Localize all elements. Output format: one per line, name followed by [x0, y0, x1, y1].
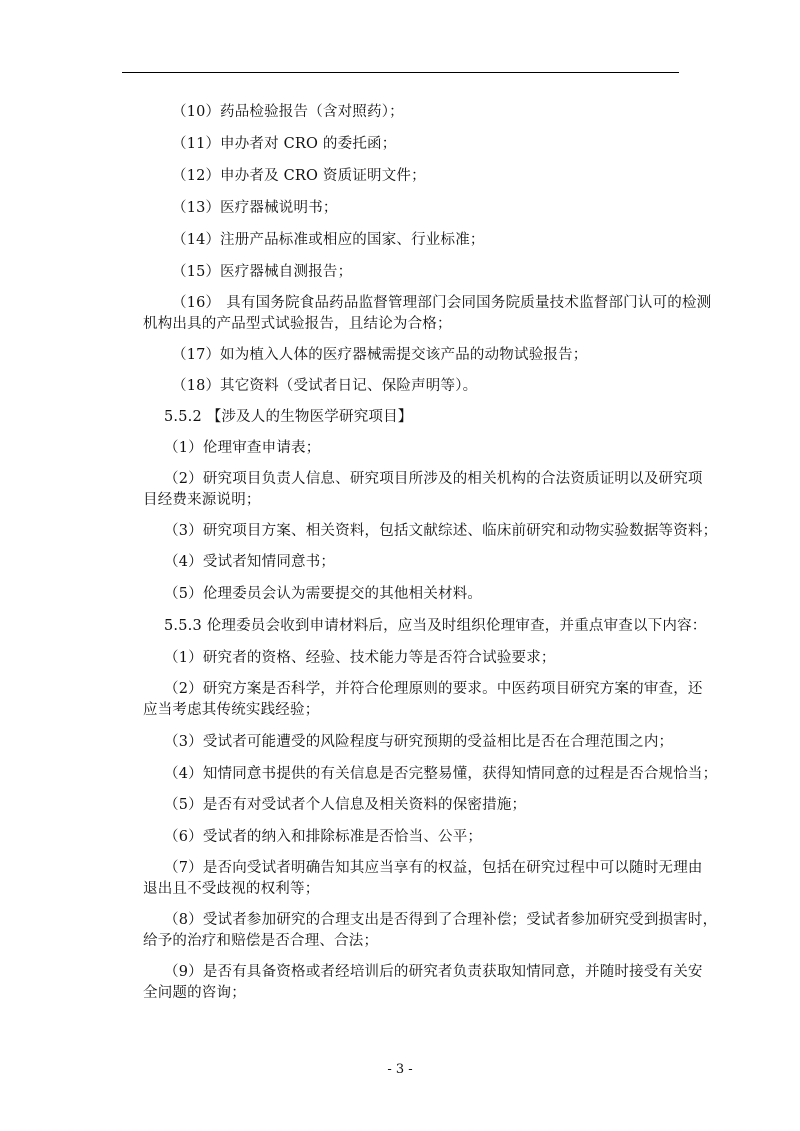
- item-text: 机构出具的产品型式试验报告，且结论为合格；: [143, 316, 452, 332]
- list-item: [172, 262, 352, 282]
- item-number: （16）: [172, 295, 221, 311]
- item-number: （12）: [172, 168, 221, 184]
- item-text: 申办者对 CRO 的委托函；: [220, 136, 397, 152]
- list-item-continuation: [143, 314, 452, 334]
- item-number: （14）: [172, 232, 221, 248]
- item-text: 药品检验报告（含对照药）；: [220, 104, 404, 120]
- list-item: [172, 134, 396, 154]
- item-number: （10）: [172, 104, 221, 120]
- list-item-continuation: 退出且不受歧视的权利等；: [143, 881, 320, 897]
- item-text: 医疗器械说明书；: [220, 200, 338, 216]
- list-item: （8）受试者参加研究的合理支出是否得到了合理补偿；受试者参加研究受到损害时，: [164, 912, 718, 928]
- item-text: 申办者及 CRO 资质证明文件；: [220, 168, 426, 184]
- list-item: （5）伦理委员会认为需要提交的其他相关材料。: [164, 586, 483, 602]
- list-item: （6）受试者的纳入和排除标准是否恰当、公平；: [164, 829, 483, 845]
- section-heading-553: 5.5.3 伦理委员会收到申请材料后，应当及时组织伦理审查，并重点审查以下内容：: [164, 618, 707, 634]
- list-item: （3）受试者可能遭受的风险程度与研究预期的受益相比是否在合理范围之内；: [164, 734, 674, 750]
- list-item-continuation: 给予的治疗和赔偿是否合理、合法；: [143, 933, 379, 949]
- list-item: [172, 102, 404, 122]
- list-item: （1）伦理审查申请表；: [164, 440, 321, 456]
- list-item: （7）是否向受试者明确告知其应当享有的权益，包括在研究过程中可以随时无理由: [164, 860, 703, 876]
- list-item: （4）受试者知情同意书；: [164, 554, 336, 570]
- item-text: 医疗器械自测报告；: [220, 264, 353, 280]
- list-item: （9）是否有具备资格或者经培训后的研究者负责获取知情同意，并随时接受有关安: [164, 964, 703, 980]
- item-number: （13）: [172, 200, 221, 216]
- list-item: （3）研究项目方案、相关资料，包括文献综述、临床前研究和动物实验数据等资料；: [164, 523, 718, 539]
- list-item: （4）知情同意书提供的有关信息是否完整易懂，获得知情同意的过程是否合规恰当；: [164, 766, 718, 782]
- list-item-continuation: 目经费来源说明；: [143, 492, 261, 508]
- list-item: （2）研究方案是否科学，并符合伦理原则的要求。中医药项目研究方案的审查，还: [164, 681, 703, 697]
- item-number: （15）: [172, 264, 221, 280]
- list-item: （2）研究项目负责人信息、研究项目所涉及的相关机构的合法资质证明以及研究项: [164, 471, 703, 487]
- item-text: 如为植入人体的医疗器械需提交该产品的动物试验报告；: [220, 347, 588, 363]
- item-text: 其它资料（受试者日记、保险声明等）。: [220, 378, 478, 394]
- list-item: [172, 345, 588, 365]
- item-number: （17）: [172, 347, 221, 363]
- list-item: [172, 166, 426, 186]
- item-number: （11）: [172, 136, 221, 152]
- list-item-continuation: 全问题的咨询；: [143, 985, 246, 1001]
- list-item: [172, 198, 338, 218]
- list-item: （1）研究者的资格、经验、技术能力等是否符合试验要求；: [164, 650, 556, 666]
- item-text: 具有国务院食品药品监督管理部门会同国务院质量技术监督部门认可的检测: [226, 295, 712, 311]
- section-heading-552: 5.5.2 【涉及人的生物医学研究项目】: [164, 409, 413, 425]
- list-item-continuation: 应当考虑其传统实践经验；: [143, 702, 320, 718]
- list-item: （5）是否有对受试者个人信息及相关资料的保密措施；: [164, 797, 527, 813]
- list-item: [172, 376, 477, 396]
- item-number: （18）: [172, 378, 221, 394]
- page-number: - 3 -: [387, 1062, 413, 1077]
- item-text: 注册产品标准或相应的国家、行业标准；: [220, 232, 485, 248]
- list-item: [172, 230, 485, 250]
- list-item: [172, 293, 711, 313]
